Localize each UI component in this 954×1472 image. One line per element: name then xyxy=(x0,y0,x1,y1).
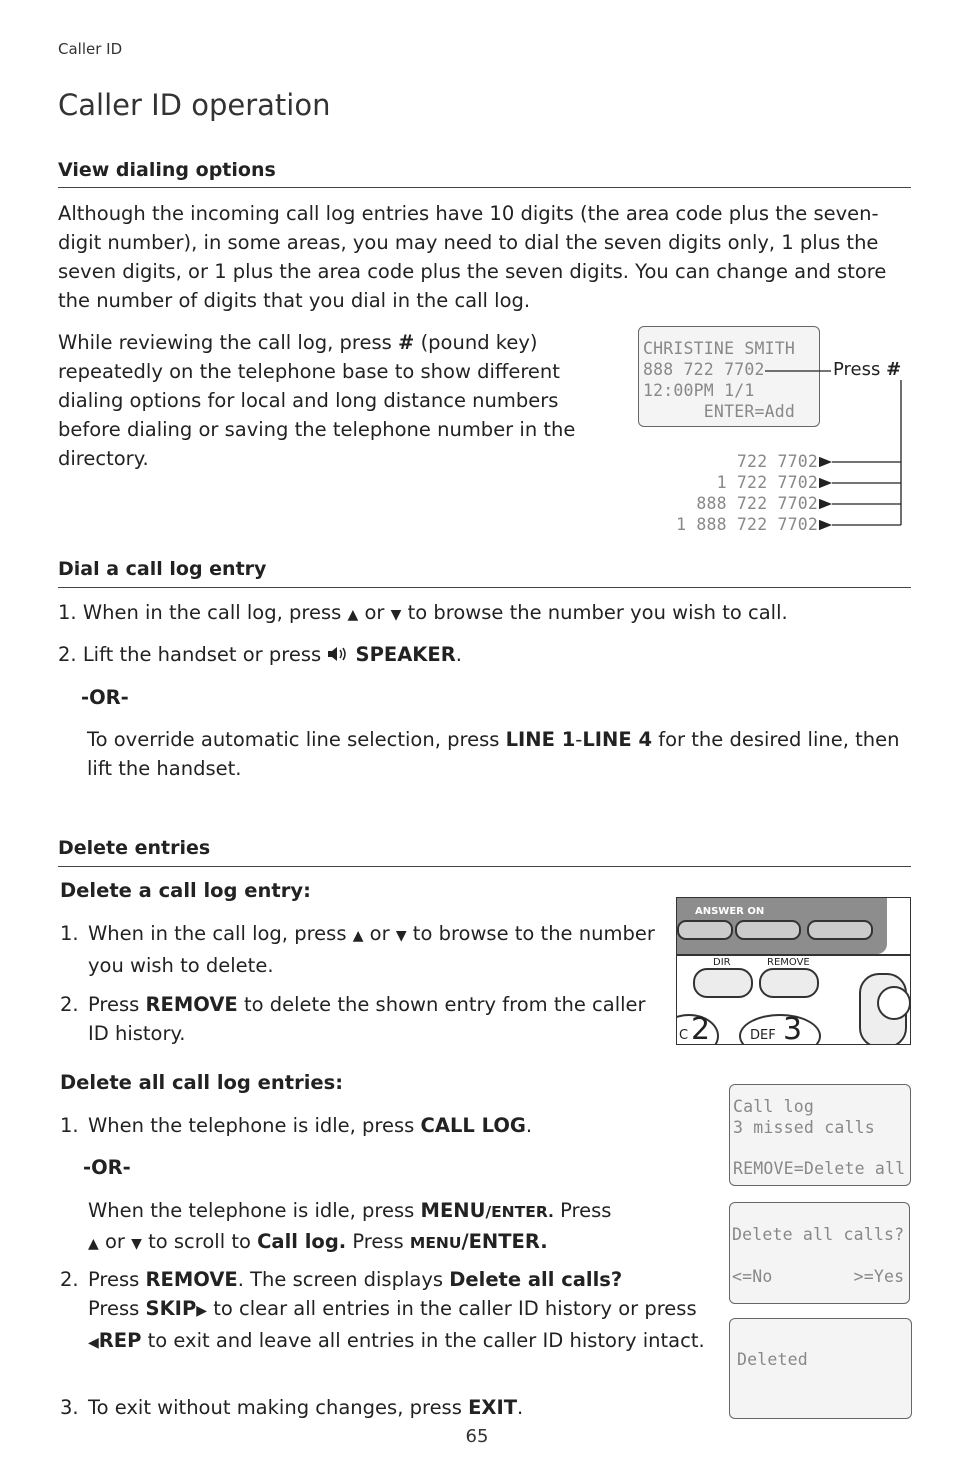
text: To override automatic line selection, press xyxy=(87,728,506,751)
section-divider xyxy=(58,587,911,588)
text: . The screen displays xyxy=(237,1268,450,1291)
override-text xyxy=(87,725,907,783)
text: Press xyxy=(88,993,146,1016)
up-arrow-icon: ▲ xyxy=(88,1236,99,1252)
lcd-line-2: 888 722 7702 xyxy=(643,360,765,379)
delete-all-alt xyxy=(88,1196,688,1259)
text: . xyxy=(455,643,462,666)
paragraph-pound-key xyxy=(58,328,626,473)
text: to browse the number you wish to call. xyxy=(401,601,788,624)
answer-on-label: ANSWER ON xyxy=(695,906,765,917)
text: to clear all entries in the caller ID history or press xyxy=(207,1297,697,1320)
subheading-delete-all: Delete all call log entries: xyxy=(60,1071,344,1094)
text: to browse to the number you wish to delete. xyxy=(88,922,655,977)
dial-option-1: 722 7702 xyxy=(736,452,818,471)
key-2-letter: C xyxy=(679,1028,689,1043)
call-log-menu-item: Call log. xyxy=(257,1230,347,1253)
step-number: 1. xyxy=(58,601,77,624)
call-log-key-label: CALL LOG xyxy=(420,1114,526,1137)
lcd-screen-delete-confirm xyxy=(729,1202,910,1304)
page-number: 65 xyxy=(465,1426,489,1447)
section-heading-delete: Delete entries xyxy=(58,837,211,859)
subheading-delete-one: Delete a call log entry: xyxy=(60,879,311,902)
text: or xyxy=(98,1230,132,1253)
page-title: Caller ID operation xyxy=(58,88,331,122)
text: Lift the handset or press xyxy=(82,643,328,666)
text: or xyxy=(358,601,391,624)
step-2 xyxy=(58,640,918,669)
text: When the telephone is idle, press xyxy=(88,1114,421,1137)
remove-button xyxy=(759,968,819,998)
delete-all-step-2 xyxy=(60,1265,720,1358)
section-divider xyxy=(58,866,911,867)
text: While reviewing the call log, press xyxy=(58,331,399,354)
dial-options-arrows xyxy=(700,340,920,540)
step-number: 2. xyxy=(60,1268,79,1291)
text: Press xyxy=(88,1268,146,1291)
lcd-screen-deleted xyxy=(729,1318,912,1419)
line1-key-label: LINE 1 xyxy=(505,728,576,751)
lcd-line-1: Deleted xyxy=(737,1350,808,1369)
or-label: -OR- xyxy=(81,686,129,709)
phone-base-illustration xyxy=(676,897,911,1045)
section-divider xyxy=(58,187,911,188)
step-1 xyxy=(58,598,928,630)
dial-option-4: 1 888 722 7702 xyxy=(676,515,818,534)
running-header: Caller ID xyxy=(58,40,123,58)
line4-key-label: LINE 4 xyxy=(582,728,653,751)
dial-option-2: 1 722 7702 xyxy=(716,473,818,492)
key-3-number: 3 xyxy=(783,1012,803,1045)
speaker-key-label: SPEAKER xyxy=(355,643,456,666)
text: to exit and leave all entries in the caller ID history intact. xyxy=(141,1329,705,1352)
step-number: 1. xyxy=(60,1114,79,1137)
down-arrow-icon: ▼ xyxy=(131,1236,142,1252)
pound-key-label: # xyxy=(886,359,902,380)
step-number: 1. xyxy=(60,922,79,945)
panel-button xyxy=(735,920,801,940)
delete-step-2 xyxy=(60,990,660,1048)
lcd-line-1: Call log xyxy=(733,1097,815,1116)
lcd-line-3: <=No >=Yes xyxy=(732,1267,905,1286)
lcd-line-3: 12:00PM 1/1 xyxy=(643,381,755,400)
skip-key-label: SKIP xyxy=(145,1297,197,1320)
text: . xyxy=(525,1114,533,1137)
pound-key-label: # xyxy=(398,331,415,354)
lcd-line-4: REMOVE=Delete all xyxy=(733,1159,906,1178)
text: or xyxy=(363,922,396,945)
or-label: -OR- xyxy=(83,1156,131,1179)
text: . xyxy=(517,1396,524,1419)
exit-key-label: EXIT xyxy=(468,1396,518,1419)
dir-label: DIR xyxy=(713,957,731,968)
step-number: 2. xyxy=(60,993,79,1016)
callout-text: Press xyxy=(833,359,881,380)
remove-key-label: REMOVE xyxy=(145,993,238,1016)
rep-key-label: REP xyxy=(98,1329,142,1352)
lcd-line-2: 3 missed calls xyxy=(733,1118,875,1137)
text: To exit without making changes, press xyxy=(88,1396,469,1419)
lcd-line-4: ENTER=Add xyxy=(643,402,796,421)
text: to scroll to xyxy=(141,1230,258,1253)
section-heading-dial-entry: Dial a call log entry xyxy=(58,558,267,580)
right-arrow-icon: ▶ xyxy=(196,1303,208,1319)
text: Press xyxy=(346,1230,410,1253)
lcd-line-1: Delete all calls? xyxy=(732,1225,905,1244)
paragraph-intro: Although the incoming call log entries have 10 digits (the area code plus the seven-digit number), in some areas, you may need to dial the seven digits only, 1 plus the seven digits, or 1 plus the area code plus the seven digits. You can change and store the number of digits that you dial in the call log. xyxy=(58,202,887,312)
round-key xyxy=(877,986,911,1020)
down-arrow-icon: ▼ xyxy=(395,928,407,944)
left-arrow-icon: ◀ xyxy=(88,1335,99,1351)
delete-all-step-3 xyxy=(60,1393,720,1422)
step-number: 2. xyxy=(58,643,77,666)
screen-message: Delete all calls? xyxy=(449,1268,623,1291)
text: Press xyxy=(88,1297,146,1320)
step-number: 3. xyxy=(60,1396,79,1419)
remove-key-label: REMOVE xyxy=(145,1268,238,1291)
panel-button xyxy=(807,920,873,940)
dir-button xyxy=(693,968,753,998)
text: When in the call log, press xyxy=(88,922,353,945)
lcd-screen-call-log xyxy=(729,1084,911,1186)
remove-label: REMOVE xyxy=(767,957,810,968)
enter-key-label: /ENTER. xyxy=(461,1230,548,1253)
text: for the desired line, then lift the handset. xyxy=(87,728,900,780)
up-arrow-icon: ▲ xyxy=(347,607,359,623)
menu-key-label: MENU xyxy=(409,1234,462,1252)
lcd-line-1: CHRISTINE SMITH xyxy=(643,339,796,358)
section-heading-view-dialing: View dialing options xyxy=(58,159,276,181)
text: to delete the shown entry from the caller ID history. xyxy=(88,993,646,1045)
up-arrow-icon: ▲ xyxy=(352,928,364,944)
text: - xyxy=(575,728,583,751)
text: (pound key) repeatedly on the telephone base to show different dialing options for local and long distance numbers before dialing or saving the telephone number in the directory. xyxy=(58,331,576,470)
enter-key-label: /ENTER. xyxy=(485,1203,554,1221)
text: When the telephone is idle, press xyxy=(88,1199,421,1222)
text: When in the call log, press xyxy=(82,601,348,624)
menu-key-label: MENU xyxy=(420,1199,486,1222)
key-3-letters: DEF xyxy=(750,1028,776,1043)
panel-button xyxy=(677,920,733,940)
dial-option-3: 888 722 7702 xyxy=(696,494,818,513)
key-2-number: 2 xyxy=(691,1012,711,1045)
divider xyxy=(677,954,910,956)
delete-step-1 xyxy=(60,919,668,980)
text: Press xyxy=(553,1199,612,1222)
speaker-icon xyxy=(327,645,349,663)
delete-all-step-1 xyxy=(60,1111,700,1140)
down-arrow-icon: ▼ xyxy=(390,607,402,623)
